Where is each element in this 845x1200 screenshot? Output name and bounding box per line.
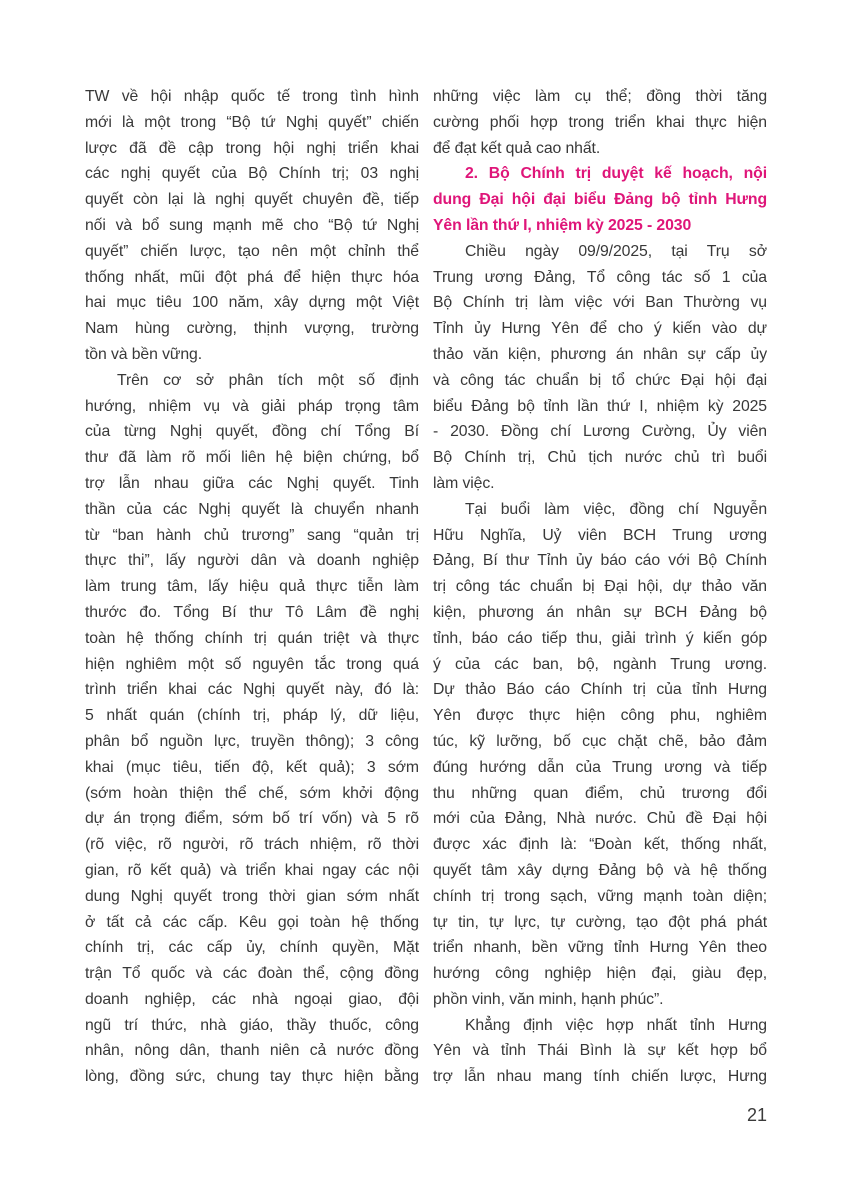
text-line: khai (mục tiêu, tiến độ, kết quả); 3 sớm xyxy=(85,758,419,776)
text-line: mới là một trong “Bộ tứ Nghị quyết” chiến xyxy=(85,113,419,131)
text-line: các nghị quyết của Bộ Chính trị; 03 nghị xyxy=(85,165,419,183)
text-line: được xác định là: “Đoàn kết, thống nhất, xyxy=(433,836,767,854)
page-number: 21 xyxy=(746,1105,768,1125)
text-line: phân bổ nguồn lực, truyền thông); 3 công xyxy=(85,732,419,750)
text-line: hai mục tiêu 100 năm, xây dựng một Việt xyxy=(85,294,419,312)
text-line: thu những quan điểm, chủ trương đổi xyxy=(433,784,767,802)
text-line: trị công tác chuẩn bị Đại hội, dự thảo văn xyxy=(433,578,767,596)
text-line: hiện nghiêm một số nguyên tắc trong quá xyxy=(85,655,419,673)
text-line: chính trị, các cấp ủy, chính quyền, Mặt xyxy=(85,939,419,957)
text-line: đúng hướng dẫn của Trung ương và tiếp xyxy=(433,758,767,776)
text-line: Trung ương Đảng, Tổ công tác số 1 của xyxy=(433,268,767,286)
left-column xyxy=(85,84,419,1090)
text-line: Yên được thực hiện công phu, nghiêm xyxy=(433,707,767,725)
text-line: ở tất cả các cấp. Kêu gọi toàn hệ thống xyxy=(85,913,419,931)
text-line: Bộ Chính trị, Chủ tịch nước chủ trì buổi xyxy=(433,449,767,467)
text-line: Trên cơ sở phân tích một số định xyxy=(117,371,419,389)
text-line: dung Nghị quyết trong thời gian sớm nhất xyxy=(85,887,419,905)
text-line: từ “ban hành chủ trương” sang “quản trị xyxy=(85,526,419,544)
text-line: nhân, nông dân, thanh niên cả nước đồng xyxy=(85,1042,419,1060)
text-line: làm trung tâm, lấy hiệu quả thực tiễn làm xyxy=(85,578,419,596)
text-line: cường phối hợp trong triển khai thực hiện xyxy=(433,113,767,131)
text-line: thước đo. Tổng Bí thư Tô Lâm đề nghị xyxy=(85,603,419,621)
text-line: những việc làm cụ thể; đồng thời tăng xyxy=(433,88,767,105)
text-line: Bộ Chính trị làm việc với Ban Thường vụ xyxy=(433,294,767,312)
text-line: chính trị trong sạch, vững mạnh toàn diện; xyxy=(433,887,767,905)
text-line: trận Tổ quốc và các đoàn thể, cộng đồng xyxy=(85,965,419,983)
text-line: túc, kỹ lưỡng, bố cục chặt chẽ, bảo đảm xyxy=(433,732,767,750)
text-line: của từng Nghị quyết, đồng chí Tổng Bí xyxy=(85,423,419,441)
text-line: Chiều ngày 09/9/2025, tại Trụ sở xyxy=(465,242,767,260)
text-line: lược đã đề cập trong hội nghị triển khai xyxy=(85,139,419,157)
text-line: và công tác chuẩn bị tổ chức Đại hội đại xyxy=(433,371,767,389)
text-line: gian, rõ kết quả) và triển khai ngay các nội xyxy=(85,861,419,879)
text-line: Đảng, Bí thư Tỉnh ủy báo cáo với Bộ Chính xyxy=(433,552,767,570)
text-line: trình triển khai các Nghị quyết này, đó là: xyxy=(85,681,419,699)
text-line: 5 nhất quán (chính trị, pháp lý, dữ liệu, xyxy=(85,707,419,725)
text-line: Tại buổi làm việc, đồng chí Nguyễn xyxy=(465,500,767,518)
text-line: tồn và bền vững. xyxy=(85,345,203,363)
text-columns xyxy=(85,84,767,1090)
text-line: tự tin, tự lực, tự cường, tạo đột phá phát xyxy=(433,913,767,931)
text-line: thực thi”, lấy người dân và doanh nghiệp xyxy=(85,552,419,570)
text-line: thảo văn kiện, phương án nhân sự cấp ủy xyxy=(433,345,767,363)
text-line: - 2030. Đồng chí Lương Cường, Ủy viên xyxy=(433,423,767,441)
text-line: phồn vinh, văn minh, hạnh phúc”. xyxy=(433,990,664,1008)
text-line: mới của Đảng, Nhà nước. Chủ đề Đại hội xyxy=(433,810,767,828)
text-line: hướng, nhiệm vụ và giải pháp trọng tâm xyxy=(85,397,419,415)
text-line: tỉnh, báo cáo tiếp thu, giải trình ý kiến góp xyxy=(433,629,767,647)
text-line: quyết” chiến lược, tạo nên một chỉnh thể xyxy=(85,242,419,260)
text-line: dự án trọng điểm, sớm bố trí vốn) và 5 rõ xyxy=(85,810,419,828)
text-line: hướng công nghiệp hiện đại, giàu đẹp, xyxy=(433,965,767,983)
text-line: trợ lẫn nhau mang tính chiến lược, Hưng xyxy=(433,1068,767,1086)
heading-line: Yên lần thứ I, nhiệm kỳ 2025 - 2030 xyxy=(433,216,692,234)
text-line: Nam hùng cường, thịnh vượng, trường xyxy=(85,320,419,338)
text-line: Hữu Nghĩa, Uỷ viên BCH Trung ương xyxy=(433,526,767,544)
text-line: ngũ trí thức, nhà giáo, thầy thuốc, công xyxy=(85,1016,419,1034)
text-line: ý của các ban, bộ, ngành Trung ương. xyxy=(433,655,767,673)
text-line: doanh nghiệp, các nhà ngoại giao, đội xyxy=(85,990,419,1008)
text-line: lòng, đồng sức, chung tay thực hiện bằng xyxy=(85,1068,419,1086)
text-line: nối và bổ sung mạnh mẽ cho “Bộ tứ Nghị xyxy=(85,216,419,234)
right-column xyxy=(433,84,767,1090)
text-line: làm việc. xyxy=(433,474,495,492)
text-line: quyết còn lại là nghị quyết chuyên đề, tiếp xyxy=(85,191,419,209)
text-line: trợ lẫn nhau giữa các Nghị quyết. Tinh xyxy=(85,474,419,492)
text-line: thư đã làm rõ mối liên hệ biện chứng, bổ xyxy=(85,449,419,467)
text-line: triển nhanh, bền vững tỉnh Hưng Yên theo xyxy=(433,939,767,957)
text-line: Yên và tỉnh Thái Bình là sự kết hợp bổ xyxy=(433,1042,767,1060)
text-line: để đạt kết quả cao nhất. xyxy=(433,139,601,157)
text-line: (sớm hoàn thiện thể chế, sớm khởi động xyxy=(85,784,419,802)
text-line: TW về hội nhập quốc tế trong tình hình xyxy=(85,88,419,105)
text-line: quyết tâm xây dựng Đảng bộ và hệ thống xyxy=(433,861,767,879)
text-line: thống nhất, mũi đột phá để hiện thực hóa xyxy=(85,268,419,286)
text-line: Dự thảo Báo cáo Chính trị của tỉnh Hưng xyxy=(433,681,767,699)
text-line: Khẳng định việc hợp nhất tỉnh Hưng xyxy=(465,1016,767,1034)
text-line: toàn hệ thống chính trị quán triệt và thực xyxy=(85,629,419,647)
text-line: (rõ việc, rõ người, rõ trách nhiệm, rõ thời xyxy=(85,836,419,854)
text-line: thần của các Nghị quyết là chuyển nhanh xyxy=(85,500,419,518)
heading-line: dung Đại hội đại biểu Đảng bộ tỉnh Hưng xyxy=(433,191,767,209)
heading-line: 2. Bộ Chính trị duyệt kế hoạch, nội xyxy=(465,165,767,183)
text-line: biểu Đảng bộ tỉnh lần thứ I, nhiệm kỳ 2025 xyxy=(433,397,767,415)
text-line: kiện, phương án nhân sự BCH Đảng bộ xyxy=(433,603,767,621)
text-line: Tỉnh ủy Hưng Yên để cho ý kiến vào dự xyxy=(433,320,767,338)
